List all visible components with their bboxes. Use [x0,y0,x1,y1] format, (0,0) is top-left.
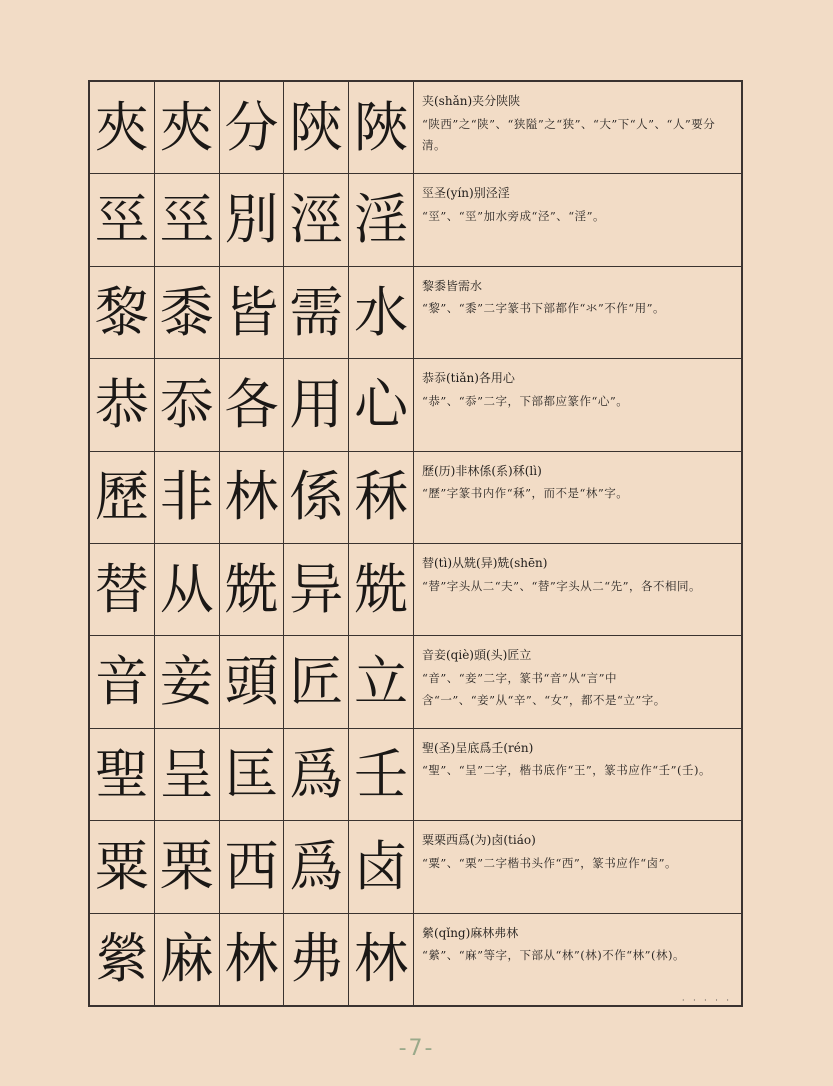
mnemonic-title: 夹(shǎn)夹分陕陕 [422,94,521,108]
explanation-cell [414,914,741,1005]
seal-glyph: 巠 [90,174,155,265]
seal-glyph: 麻 [155,914,220,1005]
glyph-row [90,452,413,544]
mnemonic-explanation: “陕西”之“陕”、“狭隘”之“狭”、“大”下“人”、“人”要分清。 [422,116,716,153]
mnemonic-explanation: “替”字头从二“夫”、“替”字头从二“先”，各不相同。 [422,578,702,593]
seal-glyph: 异 [284,544,349,635]
seal-glyph: 爲 [284,729,349,820]
mnemonic-explanation: “黎”、“黍”二字篆书下部都作“氺”不作“用”。 [422,301,666,316]
mnemonic-title: 縈(qǐng)麻林弗林 [422,925,519,940]
seal-glyph: 音 [90,636,155,727]
seal-glyph: 卤 [354,834,409,898]
glyph-row [90,359,413,451]
seal-glyph: 用 [284,359,349,450]
explanation-column [414,82,741,1005]
mnemonic-title: 替(tì)从兟(异)兟(shēn) [422,556,548,571]
seal-glyph: 秝 [354,465,409,529]
glyph-row [90,82,413,174]
seal-glyph: 頭 [220,636,285,727]
seal-glyph: 心 [354,372,409,436]
explanation-cell [414,174,741,266]
mnemonic-explanation: “恭”、“忝”二字，下部都应篆作“心”。 [422,393,629,408]
glyph-row [90,821,413,913]
seal-glyph: 从 [155,544,220,635]
mnemonic-explanation: “巠”、“巠”加水旁成“泾”、“淫”。 [422,209,606,223]
decorative-dots: · · · · · [682,996,732,1005]
seal-glyph: 兟 [220,544,285,635]
glyph-row [90,636,413,728]
seal-glyph: 皆 [220,267,285,358]
seal-glyph: 涇 [284,174,349,265]
seal-glyph: 兟 [354,557,409,621]
mnemonic-explanation: “粟”、“栗”二字楷书头作“西”，篆书应作“卤”。 [422,855,678,870]
seal-glyph: 替 [90,544,155,635]
mnemonic-title: 黎黍皆需水 [422,278,483,293]
mnemonic-title: 粟栗西爲(为)卤(tiáo) [422,833,536,848]
mnemonic-explanation: “歷”字篆书内作“秝”，而不是“林”字。 [422,486,629,501]
seal-glyph: 呈 [155,729,220,820]
seal-glyph: 黍 [155,267,220,358]
explanation-cell [414,821,741,913]
character-table [88,80,743,1007]
seal-glyph: 妾 [155,636,220,727]
glyph-row [90,267,413,359]
seal-glyph: 各 [220,359,285,450]
page-number: -7- [398,1036,435,1061]
seal-glyph: 聖 [90,729,155,820]
glyph-row [90,544,413,636]
seal-glyph: 恭 [90,359,155,450]
seal-glyph: 淫 [354,188,409,252]
seal-glyph: 弗 [284,914,349,1005]
seal-glyph: 分 [220,82,285,173]
seal-glyph: 巠 [155,174,220,265]
seal-glyph: 別 [220,174,285,265]
seal-script-glyph-grid [90,82,414,1005]
explanation-cell [414,267,741,359]
seal-glyph: 林 [354,927,409,991]
seal-glyph: 林 [220,914,285,1005]
mnemonic-title: 聖(圣)呈底爲壬(rén) [422,740,534,755]
seal-glyph: 夾 [155,82,220,173]
seal-glyph: 縈 [90,914,155,1005]
seal-glyph: 夾 [90,82,155,173]
seal-glyph: 歷 [90,452,155,543]
seal-glyph: 匠 [284,636,349,727]
glyph-row [90,174,413,266]
seal-glyph: 陝 [284,82,349,173]
seal-glyph: 黎 [90,267,155,358]
explanation-cell [414,544,741,636]
seal-glyph: 林 [220,452,285,543]
seal-glyph: 水 [354,280,409,344]
explanation-cell [414,359,741,451]
mnemonic-title: 巠圣(yín)别泾淫 [422,186,510,201]
seal-glyph: 非 [155,452,220,543]
mnemonic-explanation: “音”、“妾”二字，篆书“音”从“言”中含“一”、“妾”从“辛”、“女”，都不是“立”字。 [422,671,666,707]
explanation-cell [414,636,741,728]
mnemonic-title: 音妾(qiè)頭(头)匠立 [422,648,532,663]
seal-glyph: 栗 [155,821,220,912]
glyph-row [90,914,413,1005]
seal-glyph: 陜 [354,95,409,159]
mnemonic-explanation: “聖”、“呈”二字，楷书底作“王”，篆书应作“壬”(壬)。 [422,763,712,778]
seal-glyph: 匡 [220,729,285,820]
seal-glyph: 壬 [354,742,409,806]
seal-glyph: 西 [220,821,285,912]
mnemonic-title: 恭忝(tiǎn)各用心 [422,371,515,386]
seal-glyph: 忝 [155,359,220,450]
seal-glyph: 需 [284,267,349,358]
mnemonic-explanation: “縈”、“麻”等字，下部从“林”(林)不作“林”(林)。 [422,948,685,963]
seal-glyph: 立 [354,650,409,714]
glyph-row [90,729,413,821]
seal-glyph: 爲 [284,821,349,912]
explanation-cell [414,729,741,821]
mnemonic-title: 歷(历)非林係(系)秝(lì) [422,463,542,478]
explanation-cell [414,82,741,174]
explanation-cell [414,452,741,544]
seal-glyph: 粟 [90,821,155,912]
seal-glyph: 係 [284,452,349,543]
